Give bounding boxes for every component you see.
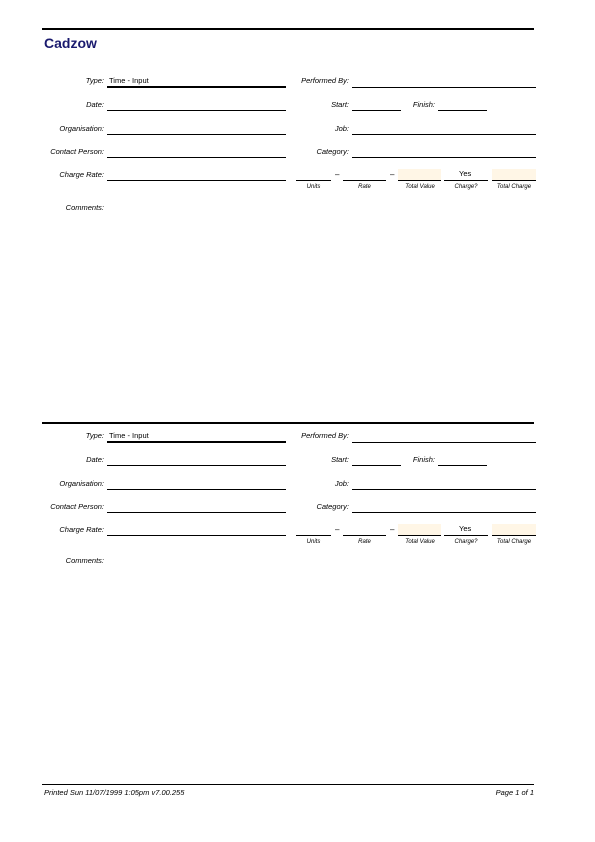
organisation-label: Organisation: (59, 479, 104, 488)
date-label: Date: (86, 100, 104, 109)
performed-by-field[interactable] (352, 87, 536, 88)
total-charge-field (492, 169, 536, 181)
total-charge-caption: Total Charge (496, 539, 532, 545)
dash-separator: – (335, 525, 340, 534)
start-field[interactable] (352, 110, 401, 111)
date-field[interactable] (107, 110, 286, 111)
comments-label: Comments: (65, 556, 104, 565)
units-field[interactable] (296, 180, 331, 181)
job-label: Job: (334, 479, 349, 488)
total-value-caption: Total Value (405, 184, 435, 190)
contact-person-label: Contact Person: (50, 147, 104, 156)
page-title: Cadzow (44, 35, 97, 51)
dash-separator: – (390, 170, 395, 179)
total-value-caption: Total Value (405, 539, 435, 545)
charge-rate-field[interactable] (107, 180, 286, 181)
contact-person-field[interactable] (107, 512, 286, 513)
start-label: Start: (331, 100, 349, 109)
type-label: Type: (85, 76, 104, 85)
charge-field[interactable] (444, 180, 488, 181)
performed-by-label: Performed By: (301, 431, 349, 440)
type-field[interactable] (107, 86, 286, 88)
performed-by-label: Performed By: (301, 76, 349, 85)
dash-separator: – (390, 525, 395, 534)
finish-field[interactable] (438, 110, 487, 111)
printed-info: Printed Sun 11/07/1999 1:05pm v7.00.255 (44, 788, 185, 797)
charge-rate-label: Charge Rate: (59, 170, 104, 179)
category-field[interactable] (352, 157, 536, 158)
date-field[interactable] (107, 465, 286, 466)
units-caption: Units (306, 184, 321, 190)
rate-caption: Rate (358, 184, 371, 190)
category-label: Category: (316, 502, 349, 511)
rate-field[interactable] (343, 535, 386, 536)
total-charge-caption: Total Charge (496, 184, 532, 190)
charge-rate-label: Charge Rate: (59, 525, 104, 534)
start-label: Start: (331, 455, 349, 464)
organisation-label: Organisation: (59, 124, 104, 133)
charge-field[interactable] (444, 535, 488, 536)
charge-caption: Charge? (454, 539, 478, 545)
job-field[interactable] (352, 489, 536, 490)
type-value[interactable]: Time - Input (109, 76, 149, 85)
job-label: Job: (334, 124, 349, 133)
type-label: Type: (85, 431, 104, 440)
finish-field[interactable] (438, 465, 487, 466)
contact-person-field[interactable] (107, 157, 286, 158)
type-field[interactable] (107, 441, 286, 443)
charge-value[interactable]: Yes (459, 524, 472, 533)
performed-by-field[interactable] (352, 442, 536, 443)
charge-caption: Charge? (454, 184, 478, 190)
organisation-field[interactable] (107, 489, 286, 490)
total-value-field (398, 524, 441, 536)
date-label: Date: (86, 455, 104, 464)
rate-caption: Rate (358, 539, 371, 545)
finish-label: Finish: (412, 455, 435, 464)
charge-value[interactable]: Yes (459, 169, 472, 178)
record-2 (0, 355, 595, 715)
charge-rate-field[interactable] (107, 535, 286, 536)
job-field[interactable] (352, 134, 536, 135)
dash-separator: – (335, 170, 340, 179)
units-field[interactable] (296, 535, 331, 536)
category-label: Category: (316, 147, 349, 156)
contact-person-label: Contact Person: (50, 502, 104, 511)
rate-field[interactable] (343, 180, 386, 181)
category-field[interactable] (352, 512, 536, 513)
total-charge-field (492, 524, 536, 536)
record-1 (0, 0, 595, 360)
comments-label: Comments: (65, 203, 104, 212)
finish-label: Finish: (412, 100, 435, 109)
page-number: Page 1 of 1 (495, 788, 534, 797)
organisation-field[interactable] (107, 134, 286, 135)
type-value[interactable]: Time - Input (109, 431, 149, 440)
total-value-field (398, 169, 441, 181)
units-caption: Units (306, 539, 321, 545)
footer-rule (42, 784, 534, 785)
start-field[interactable] (352, 465, 401, 466)
